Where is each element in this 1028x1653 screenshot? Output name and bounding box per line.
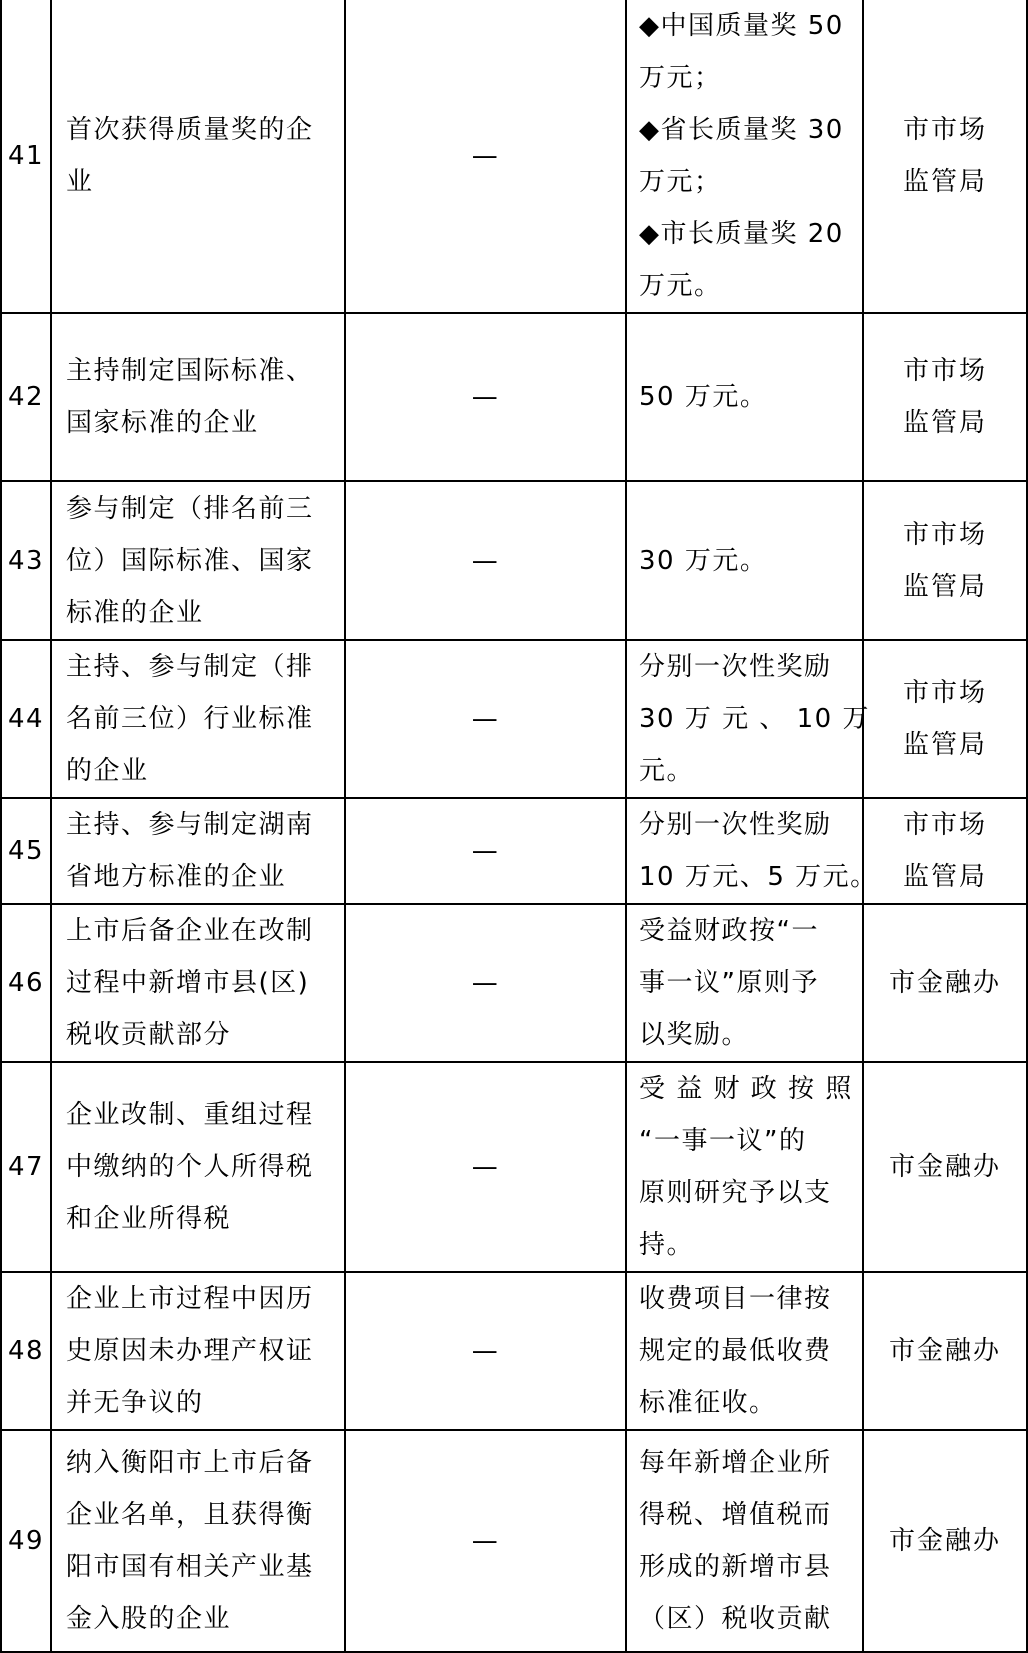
department-cell: 市金融办 <box>863 1062 1027 1272</box>
condition-cell: — <box>345 904 626 1062</box>
table-row <box>1 1430 1027 1652</box>
item-cell: 主持、参与制定湖南 省地方标准的企业 <box>51 798 345 904</box>
department-cell: 市市场 监管局 <box>863 640 1027 798</box>
condition-cell: — <box>345 481 626 640</box>
table-row <box>1 798 1027 904</box>
standard-cell: ◆中国质量奖 50 万元； ◆省长质量奖 30 万元； ◆市长质量奖 20 万元。 <box>626 0 863 313</box>
standard-cell: 收费项目一律按 规定的最低收费 标准征收。 <box>626 1272 863 1430</box>
department-cell: 市金融办 <box>863 904 1027 1062</box>
standard-cell: 分别一次性奖励 30 万 元 、 10 万 元。 <box>626 640 863 798</box>
item-cell: 纳入衡阳市上市后备 企业名单，且获得衡 阳市国有相关产业基 金入股的企业 <box>51 1430 345 1652</box>
condition-cell: — <box>345 1430 626 1652</box>
standard-cell: 30 万元。 <box>626 481 863 640</box>
row-number: 49 <box>1 1430 51 1652</box>
item-cell: 主持、参与制定（排 名前三位）行业标准 的企业 <box>51 640 345 798</box>
standard-cell: 每年新增企业所 得税、增值税而 形成的新增市县 （区）税收贡献 <box>626 1430 863 1652</box>
row-number: 44 <box>1 640 51 798</box>
condition-cell: — <box>345 640 626 798</box>
department-cell: 市市场 监管局 <box>863 481 1027 640</box>
condition-cell: — <box>345 0 626 313</box>
table-row <box>1 0 1027 313</box>
standard-cell: 受益财政按“一 事一议”原则予 以奖励。 <box>626 904 863 1062</box>
standard-cell: 受 益 财 政 按 照 “一事一议”的 原则研究予以支 持。 <box>626 1062 863 1272</box>
row-number: 47 <box>1 1062 51 1272</box>
condition-cell: — <box>345 798 626 904</box>
department-cell: 市市场 监管局 <box>863 798 1027 904</box>
row-number: 43 <box>1 481 51 640</box>
item-cell: 企业上市过程中因历 史原因未办理产权证 并无争议的 <box>51 1272 345 1430</box>
item-cell: 上市后备企业在改制 过程中新增市县(区) 税收贡献部分 <box>51 904 345 1062</box>
standard-cell: 分别一次性奖励 10 万元、5 万元。 <box>626 798 863 904</box>
row-number: 45 <box>1 798 51 904</box>
standard-cell: 50 万元。 <box>626 313 863 481</box>
condition-cell: — <box>345 313 626 481</box>
department-cell: 市金融办 <box>863 1272 1027 1430</box>
table-row <box>1 481 1027 640</box>
condition-cell: — <box>345 1272 626 1430</box>
department-cell: 市市场 监管局 <box>863 313 1027 481</box>
department-cell: 市市场 监管局 <box>863 0 1027 313</box>
table-row <box>1 904 1027 1062</box>
item-cell: 参与制定（排名前三 位）国际标准、国家 标准的企业 <box>51 481 345 640</box>
row-number: 48 <box>1 1272 51 1430</box>
table-row <box>1 1062 1027 1272</box>
department-cell: 市金融办 <box>863 1430 1027 1652</box>
item-cell: 主持制定国际标准、 国家标准的企业 <box>51 313 345 481</box>
row-number: 41 <box>1 0 51 313</box>
table-body <box>1 0 1027 1652</box>
row-number: 46 <box>1 904 51 1062</box>
condition-cell: — <box>345 1062 626 1272</box>
table-row <box>1 1272 1027 1430</box>
row-number: 42 <box>1 313 51 481</box>
item-cell: 企业改制、重组过程 中缴纳的个人所得税 和企业所得税 <box>51 1062 345 1272</box>
table-row <box>1 640 1027 798</box>
table-row <box>1 313 1027 481</box>
item-cell: 首次获得质量奖的企 业 <box>51 0 345 313</box>
